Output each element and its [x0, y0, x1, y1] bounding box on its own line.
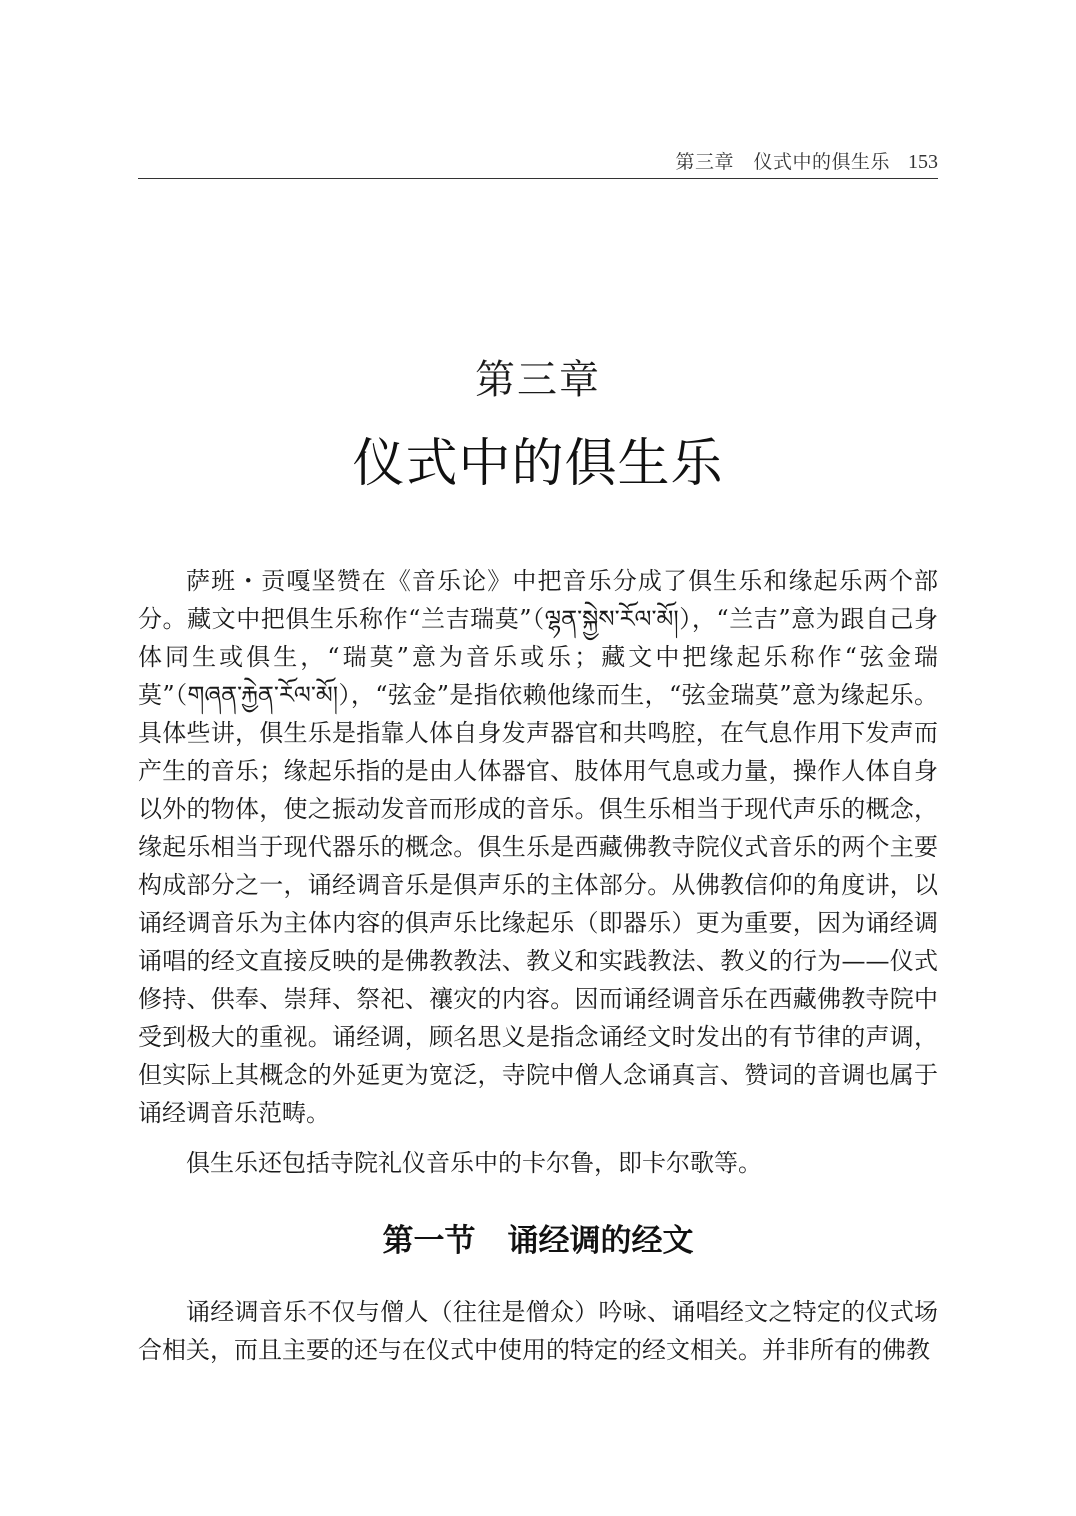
chapter-title: 仪式中的俱生乐 [352, 434, 724, 494]
body-paragraph: 萨班・贡嘎坚赞在《音乐论》中把音乐分成了俱生乐和缘起乐两个部分。藏文中把俱生乐称作“兰吉瑞莫”（ལྷན་སྐྱེས་རོལ་མོ།），“兰吉”意为跟自己身体同生或俱生，“瑞莫”意为音乐或乐；藏文中把缘起乐称作“弦金瑞莫”（གཞན་རྐྱེན་རོལ་མོ།），“弦金”是指依赖他缘而生，“弦金瑞莫”意为缘起乐。具体些讲，俱生乐是指靠人体自身发声器官和共鸣腔，在气息作用下发声而产生的音乐；缘起乐指的是由人体器官、肢体用气息或力量，操作人体自身以外的物体，使之振动发音而形成的音乐。俱生乐相当于现代声乐的概念，缘起乐相当于现代器乐的概念。俱生乐是西藏佛教寺院仪式音乐的两个主要构成部分之一，诵经调音乐是俱声乐的主体部分。从佛教信仰的角度讲，以诵经调音乐为主体内容的俱声乐比缘起乐（即器乐）更为重要，因为诵经调诵唱的经文直接反映的是佛教教法、教义和实践教法、教义的行为——仪式修持、供奉、崇拜、祭祀、禳灾的内容。因而诵经调音乐在西藏佛教寺院中受到极大的重视。诵经调，顾名思义是指念诵经文时发出的有节律的声调，但实际上其概念的外延更为宽泛，寺院中僧人念诵真言、赞词的音调也属于诵经调音乐范畴。 [138, 567, 938, 1127]
chapter-label: 第三章 [475, 357, 601, 403]
page-number: 153 [908, 151, 938, 173]
section-number: 第一节 [382, 1223, 476, 1259]
running-header [138, 148, 938, 179]
section-heading [0, 1218, 1076, 1264]
section-title: 诵经调的经文 [507, 1223, 694, 1259]
body-paragraph: 诵经调音乐不仅与僧人（往往是僧众）吟咏、诵唱经文之特定的仪式场合相关，而且主要的还与在仪式中使用的特定的经文相关。并非所有的佛教 [138, 1298, 938, 1364]
body-paragraph: 俱生乐还包括寺院礼仪音乐中的卡尔鲁，即卡尔歌等。 [186, 1149, 762, 1177]
running-header-chapter: 第三章 仪式中的俱生乐 [675, 152, 890, 173]
